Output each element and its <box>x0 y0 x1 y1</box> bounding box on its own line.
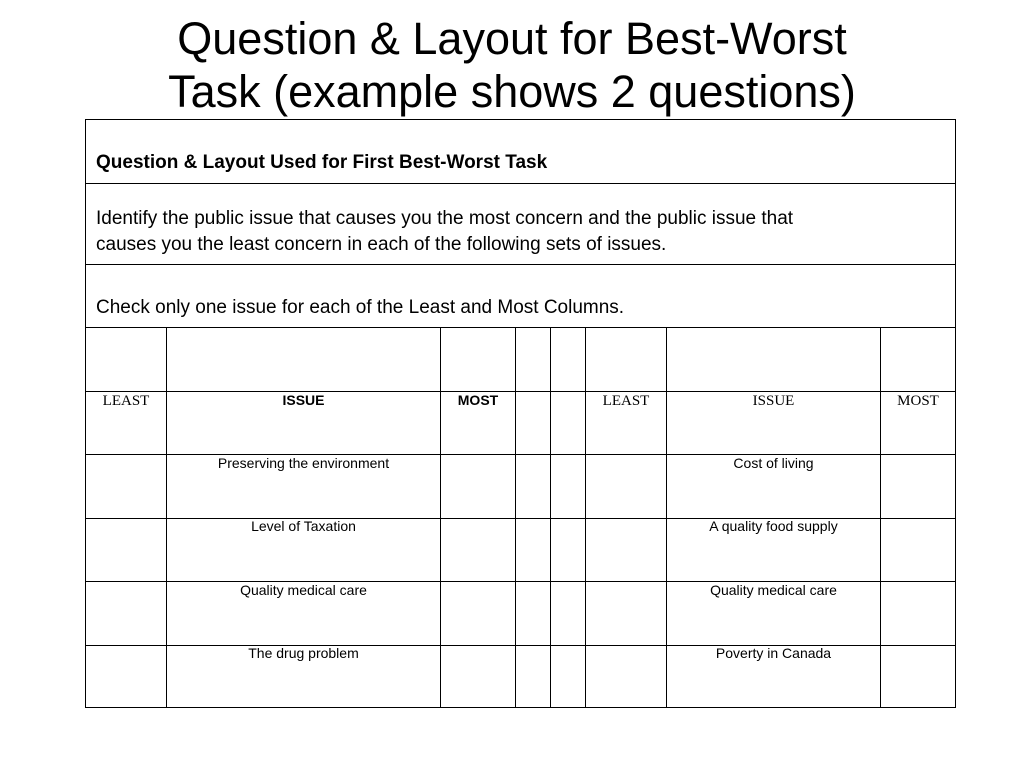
slide-title-line-1: Question & Layout for Best-Worst <box>177 13 847 64</box>
right-most-header: MOST <box>897 393 939 409</box>
left-issue-cell: The drug problem <box>248 645 359 661</box>
right-issue-cell: Cost of living <box>733 455 814 471</box>
right-issue-cell: Poverty in Canada <box>715 645 832 661</box>
slide-title-line-2: Task (example shows 2 questions) <box>168 66 856 117</box>
survey-instruction-line-1: Identify the public issue that causes you the most concern and the public issue that <box>96 208 794 229</box>
right-issue-cell: Quality medical care <box>710 582 837 598</box>
survey-table <box>85 119 956 708</box>
left-least-header: LEAST <box>102 393 150 409</box>
left-issue-cell: Level of Taxation <box>251 518 356 534</box>
survey-instruction-line-2: causes you the least concern in each of the following sets of issues. <box>96 234 667 255</box>
left-issue-cell: Preserving the environment <box>217 455 390 471</box>
survey-instruction <box>86 184 955 265</box>
left-issue-header: ISSUE <box>282 392 325 408</box>
left-most-header: MOST <box>457 392 499 408</box>
right-least-header: LEAST <box>602 393 650 409</box>
survey-check-note: Check only one issue for each of the Least and Most Columns. <box>86 265 955 328</box>
survey-heading: Question & Layout Used for First Best-Worst Task <box>86 120 955 184</box>
slide-title <box>0 12 1024 118</box>
right-issue-cell: A quality food supply <box>709 518 838 534</box>
left-issue-cell: Quality medical care <box>240 582 367 598</box>
right-issue-header: ISSUE <box>752 393 795 409</box>
